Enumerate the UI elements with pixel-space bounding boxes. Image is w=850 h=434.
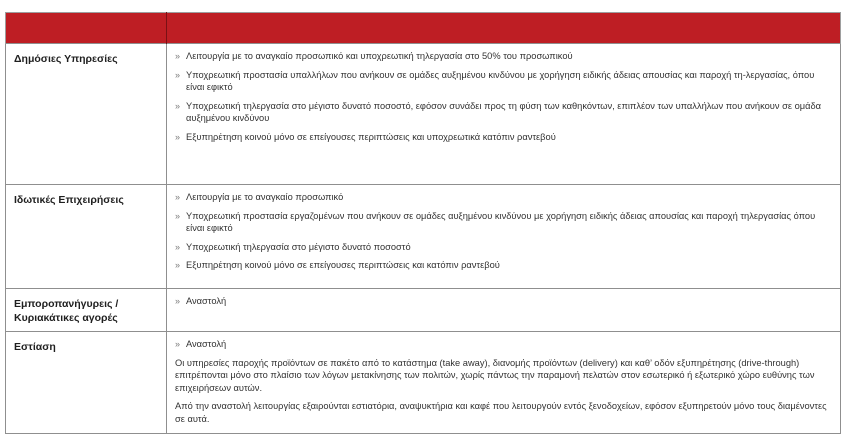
list-item xyxy=(175,259,832,272)
list-item xyxy=(175,338,832,351)
header-cell-category xyxy=(6,13,167,44)
table-row-food-service xyxy=(6,332,841,434)
list-item-text: Υποχρεωτική προστασία υπαλλήλων που ανήκουν σε ομάδες αυξημένου κινδύνου με χορήγηση ειδικής άδειας απουσίας και παροχή τη-λεργασίας, όπου είναι εφικτό xyxy=(186,69,815,92)
measures-cell xyxy=(167,185,841,289)
paragraph: Από την αναστολή λειτουργίας εξαιρούνται εστιατόρια, αναψυκτήρια και καφέ που λειτουργούν εντός ξενοδοχείων, εφόσον εξυπηρετούν μόνο τους διαμένοντες σε αυτά. xyxy=(175,401,827,424)
category-cell: Ιδωτικές Επιχειρήσεις xyxy=(6,185,167,289)
list-item xyxy=(175,69,832,94)
table-row-private-businesses xyxy=(6,185,841,289)
bullet-icon: » xyxy=(175,100,181,111)
list-item-text: Αναστολή xyxy=(186,339,227,349)
bullet-icon: » xyxy=(175,192,181,202)
bullet-icon: » xyxy=(175,241,181,252)
list-item xyxy=(175,210,832,235)
bullet-icon: » xyxy=(175,131,181,142)
list-item xyxy=(175,295,832,308)
bullet-icon: » xyxy=(175,296,181,306)
header-cell-measures xyxy=(167,13,841,44)
list-item-text: Λειτουργία με το αναγκαίο προσωπικό και υποχρεωτική τηλεργασία στο 50% του προσωπικού xyxy=(186,51,573,61)
category-cell: Εστίαση xyxy=(6,332,167,434)
list-item-text: Υποχρεωτική τηλεργασία στο μέγιστο δυνατό ποσοστό xyxy=(186,241,411,252)
list-item xyxy=(175,191,832,204)
bullet-icon: » xyxy=(175,260,181,270)
table-row-public-services xyxy=(6,44,841,185)
list-item xyxy=(175,131,832,144)
list-item-text: Υποχρεωτική προστασία εργαζομένων που ανήκουν σε ομάδες αυξημένου κινδύνου με χορήγηση ειδικής άδειας απουσίας και παροχή τηλεργασίας όπου είναι εφικτό xyxy=(186,210,816,233)
category-cell: Εμποροπανήγυρεις / Κυριακάτικες αγορές xyxy=(6,289,167,332)
bullet-icon: » xyxy=(175,51,181,61)
measures-table-container xyxy=(5,12,840,434)
list-item xyxy=(175,50,832,63)
paragraph: Οι υπηρεσίες παροχής προϊόντων σε πακέτο από το κατάστημα (take away), διανομής προϊόντων (delivery) και καθ’ οδόν εξυπηρέτησης (drive-through) επιτρέπονται μόνο στο πλαίσιο των λόγων μετακίνησης των πολιτών, χωρίς πάντως την παραμονή πελατών στον εσωτερικό ή εξωτερικό χώρο ευθύνης των επιχειρήσεων αυτών. xyxy=(175,357,815,393)
list-item-text: Εξυπηρέτηση κοινού μόνο σε επείγουσες περιπτώσεις και κατόπιν ραντεβού xyxy=(186,260,500,270)
list-item-text: Λειτουργία με το αναγκαίο προσωπικό xyxy=(186,192,344,202)
bullet-icon: » xyxy=(175,339,181,349)
list-item xyxy=(175,100,832,125)
table-header-row xyxy=(6,13,841,44)
measures-cell xyxy=(167,44,841,185)
measures-cell xyxy=(167,289,841,332)
list-item xyxy=(175,241,832,254)
list-item-text: Αναστολή xyxy=(186,296,227,306)
bullet-icon: » xyxy=(175,69,181,80)
table-row-fairs-markets xyxy=(6,289,841,332)
bullet-icon: » xyxy=(175,210,181,221)
measures-cell xyxy=(167,332,841,434)
list-item-text: Εξυπηρέτηση κοινού μόνο σε επείγουσες περιπτώσεις και υποχρεωτικά κατόπιν ραντεβού xyxy=(186,131,556,142)
list-item-text: Υποχρεωτική τηλεργασία στο μέγιστο δυνατό ποσοστό, εφόσον συνάδει προς τη φύση των καθηκόντων, επιπλέον των υπαλλήλων που ανήκουν σε ομάδα αυξημένου κινδύνου xyxy=(186,100,822,123)
category-cell: Δημόσιες Υπηρεσίες xyxy=(6,44,167,185)
measures-table xyxy=(5,12,841,434)
